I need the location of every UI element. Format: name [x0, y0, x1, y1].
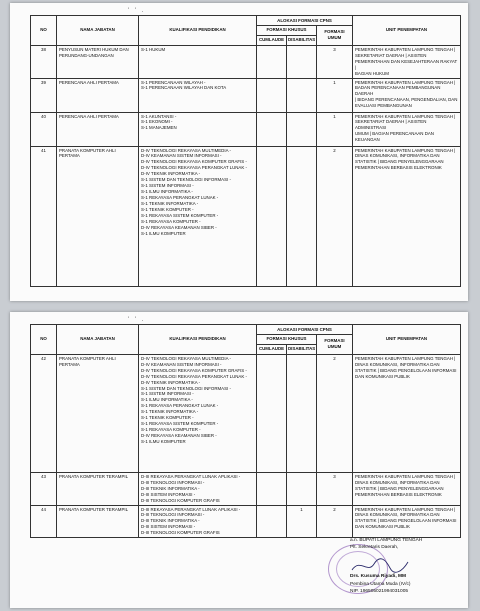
cell-kualifikasi-line: D-III TEKNOLOGI INFORMASI - — [141, 512, 205, 518]
cell-umum: 1 — [317, 112, 353, 146]
cell-jabatan: PERENCANA AHLI PERTAMA — [57, 112, 139, 146]
cell-cumlaude — [257, 78, 287, 112]
header-jabatan: NAMA JABATAN — [57, 325, 139, 355]
cell-disabilitas — [287, 112, 317, 146]
cell-jabatan: PRANATA KOMPUTER TERAMPIL — [57, 472, 139, 505]
header-khusus: FORMASI KHUSUS — [257, 25, 317, 35]
cell-kualifikasi-line: D-III REKAYASA PERANGKAT LUNAK APLIKASI - — [141, 473, 241, 479]
cell-umum: 2 — [317, 505, 353, 538]
cell-kualifikasi-line: S-1 EKONOMI - — [141, 119, 173, 125]
cell-unit — [353, 354, 461, 472]
cell-unit-line: DINAS KOMUNIKASI, INFORMATIKA DAN — [355, 479, 440, 485]
cell-kualifikasi-line: D-III TEKNOLOGI KOMPUTER GRAFIS — [141, 530, 220, 536]
cell-no: 42 — [31, 354, 57, 472]
cell-unit-line: | BIDANG PERENCANAAN, PENGENDALIAN, DAN — [355, 97, 458, 103]
cell-kualifikasi-line: D-III TEKNOLOGI INFORMASI - — [141, 479, 205, 485]
cell-unit-line: PEMERINTAH KABUPATEN LAMPUNG TENGAH | — [355, 113, 456, 119]
cell-umum: 3 — [317, 45, 353, 78]
cell-cumlaude — [257, 472, 287, 505]
cell-unit-line: UMUM | BAGIAN PERENCANAAN DAN — [355, 131, 434, 137]
cell-kualifikasi-line: D-III SISTEM INFORMASI - — [141, 491, 196, 497]
cell-unit-line: DAN KOMUNIKASI PUBLIK — [355, 373, 410, 379]
cell-unit — [353, 78, 461, 112]
cell-unit-line: SEKRETARIAT DAERAH | ASISTEN — [355, 52, 427, 58]
table-row — [31, 472, 461, 505]
table-row — [31, 78, 461, 112]
cell-kualifikasi-line: S-1 PERENCANAAN WILAYAH DAN KOTA — [141, 85, 227, 91]
cell-unit-line: STATISTIK | BIDANG PENGELOLAAN INFORMASI — [355, 367, 457, 373]
cell-kualifikasi — [139, 472, 257, 505]
cell-kualifikasi-line: S-1 MANAJEMEN — [141, 125, 177, 131]
cell-unit-line: DINAS KOMUNIKASI, INFORMATIKA DAN — [355, 512, 440, 518]
table-row — [31, 146, 461, 286]
cell-kualifikasi-line: S-1 REKAYASA PERANGKAT LUNAK - — [141, 403, 219, 409]
cell-no: 44 — [31, 505, 57, 538]
signature-line-2: Plt. Sekretaris Daerah, — [350, 545, 399, 551]
cell-kualifikasi-line: D-IV TEKNOLOGI REKAYASA MULTIMEDIA - — [141, 355, 231, 361]
cell-umum: 2 — [317, 146, 353, 286]
cell-kualifikasi-line: D-IV TEKNOLOGI REKAYASA MULTIMEDIA - — [141, 147, 231, 153]
header-umum: FORMASI UMUM — [317, 334, 353, 354]
cell-unit-line: KEUANGAN — [355, 137, 380, 143]
document-page-2 — [10, 312, 468, 608]
cell-kualifikasi-line: D-III REKAYASA PERANGKAT LUNAK APLIKASI - — [141, 506, 241, 512]
cell-kualifikasi — [139, 505, 257, 538]
cell-unit — [353, 505, 461, 538]
cell-kualifikasi-line: D-III TEKNIK INFORMATIKA - — [141, 518, 200, 524]
cell-jabatan: PENYUSUN MATERI HUKUM DAN PERUNDANG-UNDANGAN — [57, 45, 139, 78]
cell-kualifikasi-line: D-IV TEKNOLOGI REKAYASA KOMPUTER GRAFIS - — [141, 367, 247, 373]
signature-line-1: a.n. BUPATI LAMPUNG TENGAH — [350, 538, 423, 543]
header-unit: UNIT PENEMPATAN — [353, 16, 461, 46]
cell-unit-line: PEMERINTAHAN DAN KESEJAHTERAAN RAKYAT | — [355, 58, 458, 70]
cell-unit-line: SEKRETARIAT DAERAH | ASISTEN ADMINISTRASI — [355, 119, 427, 131]
formasi-table-page-2 — [30, 324, 461, 538]
header-disabilitas: DISABILITAS — [287, 344, 317, 354]
header-umum: FORMASI UMUM — [317, 25, 353, 45]
cell-unit-line: PEMERINTAHAN BERBASIS ELEKTRONIK — [355, 165, 442, 171]
cell-umum: 1 — [317, 78, 353, 112]
cell-unit — [353, 112, 461, 146]
cell-kualifikasi-line: S-1 SISTEM DAN TEKNOLOGI INFORMASI - — [141, 385, 231, 391]
cell-unit — [353, 472, 461, 505]
cell-kualifikasi-line: D-IV KEAMANAN SISTEM INFORMASI - — [141, 361, 222, 367]
cell-kualifikasi — [139, 112, 257, 146]
cell-kualifikasi-line: S-1 TEKNIK KOMPUTER - — [141, 415, 194, 421]
cell-kualifikasi-line: D-III SISTEM INFORMASI - — [141, 524, 196, 530]
cell-cumlaude — [257, 354, 287, 472]
cell-kualifikasi-line: S-1 REKAYASA KOMPUTER - — [141, 427, 201, 433]
cell-kualifikasi-line: D-IV TEKNOLOGI REKAYASA PERANGKAT LUNAK - — [141, 165, 247, 171]
signature-block — [350, 537, 460, 595]
cell-jabatan: PERENCANA AHLI PERTAMA — [57, 78, 139, 112]
header-alokasi: ALOKASI FORMASI CPNS — [257, 16, 353, 26]
cell-kualifikasi — [139, 45, 257, 78]
cell-kualifikasi-line: S-1 ILMU INFORMATIKA - — [141, 397, 193, 403]
cell-unit-line: PEMERINTAH KABUPATEN LAMPUNG TENGAH | — [355, 473, 456, 479]
cell-jabatan: PRANATA KOMPUTER AHLI PERTAMA — [57, 354, 139, 472]
cell-cumlaude — [257, 505, 287, 538]
cell-unit-line: STATISTIK | BIDANG PENYELENGGARAAN — [355, 159, 444, 165]
cell-kualifikasi-line: S-1 AKUNTANSI - — [141, 113, 177, 119]
cell-kualifikasi-line: D-IV TEKNOLOGI REKAYASA KOMPUTER GRAFIS - — [141, 159, 247, 165]
header-cumlaude: CUMLAUDE — [257, 344, 287, 354]
cell-kualifikasi-line: D-IV REKAYASA KEAMANAN SIBER - — [141, 433, 217, 438]
cell-kualifikasi-line: D-IV TEKNIK INFORMATIKA - — [141, 379, 201, 385]
cell-kualifikasi-line: S-1 TEKNIK INFORMATIKA - — [141, 200, 199, 206]
cell-kualifikasi-line: S-1 REKAYASA PERANGKAT LUNAK - — [141, 195, 219, 200]
cell-unit-line: PEMERINTAHAN BERBASIS ELEKTRONIK — [355, 491, 442, 497]
cell-kualifikasi-line: S-1 ILMU INFORMATIKA - — [141, 189, 193, 195]
cell-kualifikasi-line: S-1 ILMU KOMPUTER — [141, 230, 186, 236]
header-alokasi: ALOKASI FORMASI CPNS — [257, 325, 353, 335]
cell-disabilitas — [287, 78, 317, 112]
cell-kualifikasi-line: D-IV TEKNIK INFORMATIKA - — [141, 171, 201, 177]
header-khusus: FORMASI KHUSUS — [257, 334, 317, 344]
cell-jabatan: PRANATA KOMPUTER TERAMPIL — [57, 505, 139, 538]
formasi-table-page-1 — [30, 15, 461, 287]
header-jabatan: NAMA JABATAN — [57, 16, 139, 46]
cell-unit — [353, 146, 461, 286]
cell-cumlaude — [257, 45, 287, 78]
page-top-mark: ' ' . — [128, 8, 146, 14]
cell-disabilitas — [287, 354, 317, 472]
cell-unit-line: DINAS KOMUNIKASI, INFORMATIKA DAN — [355, 153, 440, 159]
cell-kualifikasi-line: D-IV KEAMANAN SISTEM INFORMASI - — [141, 153, 222, 159]
cell-kualifikasi — [139, 146, 257, 286]
cell-unit-line: BADAN PERENCANAAN PEMBANGUNAN DAERAH — [355, 85, 441, 97]
cell-no: 39 — [31, 78, 57, 112]
cell-disabilitas — [287, 146, 317, 286]
cell-umum: 3 — [317, 472, 353, 505]
cell-kualifikasi-line: S-1 REKAYASA SISTEM KOMPUTER - — [141, 212, 219, 218]
cell-no: 38 — [31, 45, 57, 78]
cell-kualifikasi-line: S-1 HUKUM — [141, 46, 166, 52]
header-no: NO — [31, 325, 57, 355]
header-unit: UNIT PENEMPATAN — [353, 325, 461, 355]
cell-kualifikasi-line: S-1 REKAYASA KOMPUTER - — [141, 218, 201, 224]
cell-kualifikasi-line: S-1 SISTEM INFORMASI - — [141, 183, 194, 189]
table-row — [31, 112, 461, 146]
header-cumlaude: CUMLAUDE — [257, 35, 287, 45]
cell-disabilitas: 1 — [287, 505, 317, 538]
cell-umum: 2 — [317, 354, 353, 472]
table-row — [31, 45, 461, 78]
cell-unit-line: PEMERINTAH KABUPATEN LAMPUNG TENGAH | — [355, 506, 456, 512]
table-row — [31, 505, 461, 538]
signatory-rank: Pembina Utama Muda (IV/c) — [350, 581, 411, 587]
cell-kualifikasi-line: S-1 ILMU KOMPUTER — [141, 438, 186, 444]
cell-unit-line: DAN KOMUNIKASI PUBLIK — [355, 524, 410, 530]
cell-unit-line: PEMERINTAH KABUPATEN LAMPUNG TENGAH | — [355, 147, 456, 153]
cell-kualifikasi-line: D-IV REKAYASA KEAMANAN SIBER - — [141, 224, 217, 230]
cell-kualifikasi-line: S-1 TEKNIK INFORMATIKA - — [141, 409, 199, 415]
signatory-name: Drs. Kusuma Riyadi, MM — [350, 574, 406, 580]
cell-kualifikasi-line: D-IV TEKNOLOGI REKAYASA PERANGKAT LUNAK - — [141, 373, 247, 379]
cell-no: 40 — [31, 112, 57, 146]
cell-no: 43 — [31, 472, 57, 505]
cell-unit-line: DINAS KOMUNIKASI, INFORMATIKA DAN — [355, 361, 440, 367]
signature-space — [350, 551, 460, 573]
cell-kualifikasi-line: S-1 PERENCANAAN WILAYAH - — [141, 79, 206, 85]
cell-kualifikasi-line: S-1 REKAYASA SISTEM KOMPUTER - — [141, 421, 219, 427]
document-page-1 — [10, 3, 468, 301]
cell-kualifikasi-line: D-III TEKNIK INFORMATIKA - — [141, 485, 200, 491]
header-kualifikasi: KUALIFIKASI PENDIDIKAN — [139, 16, 257, 46]
cell-unit — [353, 45, 461, 78]
cell-unit-line: EVALUASI PEMBANGUNAN — [355, 103, 412, 109]
cell-kualifikasi — [139, 78, 257, 112]
cell-unit-line: PEMERINTAH KABUPATEN LAMPUNG TENGAH | — [355, 79, 456, 85]
header-kualifikasi: KUALIFIKASI PENDIDIKAN — [139, 325, 257, 355]
cell-no: 41 — [31, 146, 57, 286]
cell-kualifikasi-line: S-1 SISTEM DAN TEKNOLOGI INFORMASI - — [141, 177, 231, 183]
cell-unit-line: PEMERINTAH KABUPATEN LAMPUNG TENGAH | — [355, 46, 456, 52]
cell-unit-line: STATISTIK | BIDANG PENYELENGGARAAN — [355, 485, 444, 491]
cell-kualifikasi-line: S-1 SISTEM INFORMASI - — [141, 391, 194, 397]
signatory-nip: NIP. 196505021994031005 — [350, 588, 409, 594]
table-row — [31, 354, 461, 472]
cell-unit-line: STATISTIK | BIDANG PENGELOLAAN INFORMASI — [355, 518, 457, 524]
cell-unit-line: BAGIAN HUKUM — [355, 70, 389, 76]
cell-disabilitas — [287, 472, 317, 505]
page-top-mark: ' ' . — [128, 317, 146, 323]
cell-kualifikasi-line: D-III TEKNOLOGI KOMPUTER GRAFIS — [141, 497, 220, 503]
header-disabilitas: DISABILITAS — [287, 35, 317, 45]
cell-cumlaude — [257, 112, 287, 146]
cell-unit-line: PEMERINTAH KABUPATEN LAMPUNG TENGAH | — [355, 355, 456, 361]
cell-kualifikasi-line: S-1 TEKNIK KOMPUTER - — [141, 206, 194, 212]
cell-cumlaude — [257, 146, 287, 286]
cell-kualifikasi — [139, 354, 257, 472]
header-no: NO — [31, 16, 57, 46]
cell-disabilitas — [287, 45, 317, 78]
cell-jabatan: PRANATA KOMPUTER AHLI PERTAMA — [57, 146, 139, 286]
